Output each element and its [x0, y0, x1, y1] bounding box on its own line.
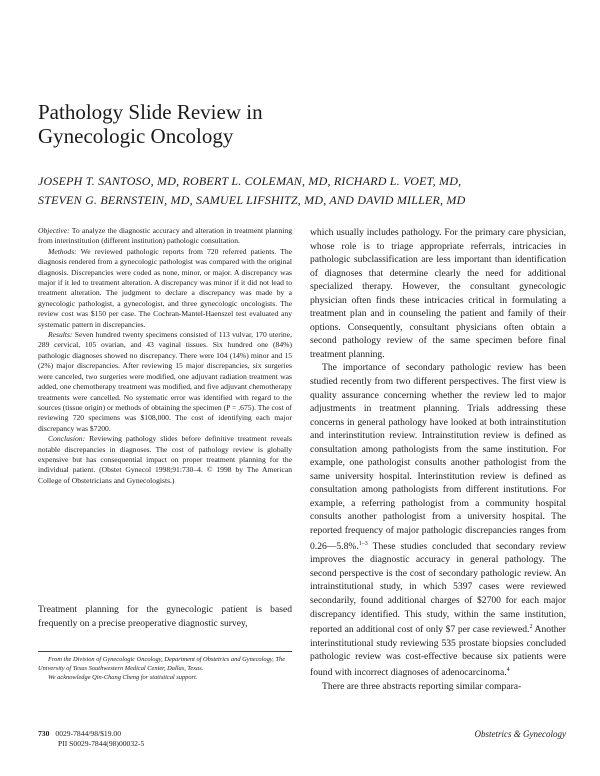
citation-4: 4: [506, 666, 510, 673]
results-label: Results:: [48, 330, 73, 340]
footnote-divider: [38, 651, 292, 652]
abstract: [38, 226, 292, 486]
article-title: [38, 100, 458, 148]
footer-left: [38, 729, 238, 748]
abstract-objective: [38, 226, 292, 247]
title-line-1: Pathology Slide Review in: [38, 100, 263, 124]
objective-text: To analyze the diagnostic accuracy and alteration in treatment planning from interinstitution (different institution) pathologic consultation.: [38, 226, 292, 246]
page-number: 730: [38, 729, 50, 738]
results-text: Seven hundred twenty specimens consisted of 113 vulvar, 170 uterine, 289 cervical, 105 ovarian, and 43 vaginal tissues. Six hundred one (84%) pathologic diagnoses showed no discrepancy. There were 104 (14%) minor and 15 (2%) major discrepancies. After reviewing 15 major discrepancies, six surgeries were canceled, two surgeries were modified, one adjuvant radiation treatment was added, one chemotherapy treatment was modified, and five adjuvant chemotherapy treatments were cancelled. No systematic error was identified with regard to the sources (tissue origin) or methods of obtaining the specimen (P = .675). The cost of reviewing 720 specimens was $108,000. The cost of identifying each major discrepancy was $7200.: [38, 330, 292, 433]
body-text-left: [38, 603, 292, 631]
methods-label: Methods:: [48, 246, 77, 256]
intro-paragraph: Treatment planning for the gynecologic patient is based frequently on a precise preoperative diagnostic survey,: [38, 604, 292, 629]
paragraph-2: [310, 361, 566, 679]
conclusion-label: Conclusion:: [48, 434, 86, 444]
issn: 0029-7844/98/$19.00: [55, 729, 121, 738]
paragraph-2-cont2: Another interinstitutional study reviewing 535 prostate biopsies concluded pathologic review was cost-effective because six patients were found with incorrect diagnoses of adenocarcinoma.: [310, 624, 566, 679]
abstract-methods: [38, 247, 292, 330]
citation-2: 2: [529, 624, 533, 631]
authors-line-2: STEVEN G. BERNSTEIN, MD, SAMUEL LIFSHITZ, MD, AND DAVID MILLER, MD: [38, 193, 466, 207]
paragraph-1: which usually includes pathology. For the primary care physician, whose role is to triage appropriate referrals, intricacies in pathologic subclassification are less important than identification of diagnoses that determine clearly the need for additional specialized therapy. However, the consultant gynecologic physician often finds these intricacies critical in formulating a treatment plan and in counseling the patient and family of their options. Consequently, consultant physicians often obtain a second pathology review of the same specimen before final treatment planning.: [310, 227, 566, 360]
title-line-2: Gynecologic Oncology: [38, 124, 234, 148]
pii: PII S0029-7844(98)00032-5: [58, 738, 145, 748]
paragraph-2-cont: These studies concluded that secondary review improves the diagnostic accuracy in general pathology. The second perspective is the cost of secondary pathologic review. An intrainstitutional study, in which 5397 cases were reviewed secondarily, found additional charges of $2700 for each major discrepancy identified. This study, within the same institution, reported an additional cost of only $7 per case reviewed.: [310, 540, 566, 636]
affiliation-note: From the Division of Gynecologic Oncology, Department of Obstetrics and Gynecology, The University of Texas Southwestern Medical Center, Dallas, Texas.: [38, 656, 286, 672]
methods-text: We reviewed pathologic reports from 720 referred patients. The diagnosis rendered from a gynecologic pathologist was compared with the original diagnosis. Discrepancies were coded as none, minor, or major. A discrepancy was major if it led to treatment alteration. A discrepancy was minor if it did not lead to treatment alteration. The judgment to declare a discrepancy was made by a gynecologic pathologist, a gynecologist, and three gynecologic oncologists. The review cost was $150 per case. The Cochran-Mantel-Haenszel test evaluated any systematic pattern in discrepancies.: [38, 246, 292, 329]
objective-label: Objective:: [38, 226, 70, 235]
conclusion-text: Reviewing pathology slides before definitive treatment reveals notable discrepancies in diagnoses. The cost of pathology review is globally expensive but has consequential impact on proper treatment planning for the individual patient. (Obstet Gynecol 1998;91:730–4. © 1998 by The American College of Obstetricians and Gynecologists.): [38, 434, 292, 485]
authors-line-1: JOSEPH T. SANTOSO, MD, ROBERT L. COLEMAN, MD, RICHARD L. VOET, MD,: [38, 174, 462, 188]
paragraph-2-text: The importance of secondary pathologic review has been studied recently from two different perspectives. The first view is quality assurance concerning whether the review led to major adjustments in treatment planning. Trials addressing these concerns in general pathology have looked at both intrainstitution and interinstitution review. Intrainstitution review is defined as consultation among pathologists from the same institution. For example, one pathologist consults another pathologist from the same university hospital. Interinstitution review is defined as consultation among pathologists from different institutions. For example, a referring pathologist from a community hospital consults another pathologist from a university hospital. The reported frequency of major pathologic discrepancies ranges from 0.26—5.8%.: [310, 362, 566, 552]
journal-name: Obstetrics & Gynecology: [474, 729, 566, 739]
body-text-right: [310, 226, 566, 693]
footnotes: [38, 656, 292, 682]
acknowledgment-note: We acknowledge Qin-Chang Cheng for statistical support.: [48, 673, 198, 681]
abstract-conclusion: [38, 434, 292, 486]
author-list: [38, 172, 578, 210]
abstract-results: [38, 330, 292, 434]
citation-1-3: 1–3: [358, 540, 368, 547]
paragraph-3: There are three abstracts reporting similar compara-: [322, 680, 522, 692]
